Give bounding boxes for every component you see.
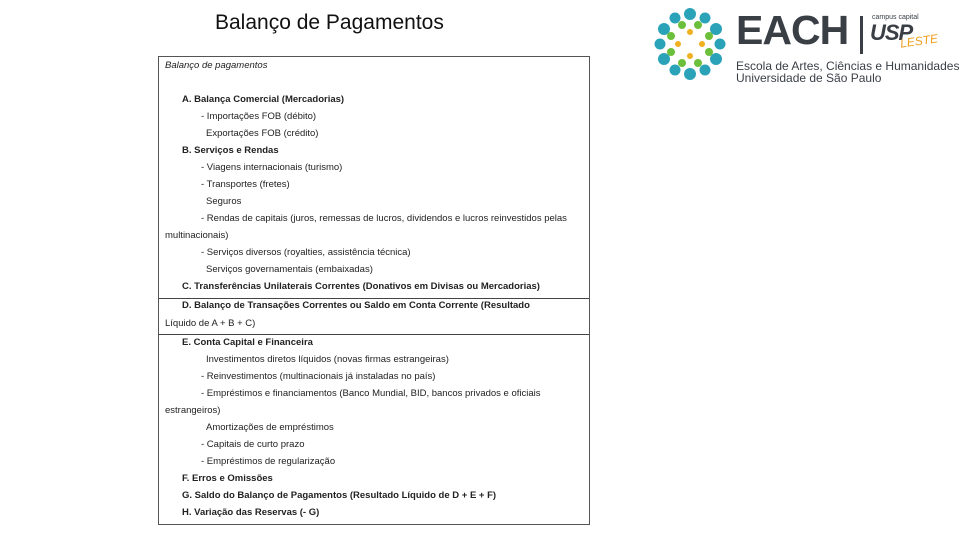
each-usp-logo bbox=[650, 4, 960, 85]
list-item-continuation: multinacionais) bbox=[165, 230, 229, 241]
section-b: B. Serviços e Rendas bbox=[182, 145, 279, 156]
list-item: Seguros bbox=[206, 196, 242, 207]
section-a: A. Balança Comercial (Mercadorias) bbox=[182, 94, 345, 105]
section-c: C. Transferências Unilaterais Correntes (Donativos em Divisas ou Mercadorias) bbox=[182, 281, 540, 292]
logo-each-text: EACH bbox=[736, 7, 849, 53]
logo-school-name: Escola de Artes, Ciências e Humanidades bbox=[736, 59, 960, 73]
list-item: - Reinvestimentos (multinacionais já instaladas no país) bbox=[201, 371, 436, 382]
section-divider bbox=[159, 298, 589, 299]
section-e: E. Conta Capital e Financeira bbox=[182, 337, 313, 348]
list-item: Amortizações de empréstimos bbox=[206, 422, 334, 433]
logo-university-name: Universidade de São Paulo bbox=[736, 71, 882, 85]
list-item: Exportações FOB (crédito) bbox=[206, 128, 319, 139]
list-item: - Serviços diversos (royalties, assistência técnica) bbox=[201, 247, 411, 258]
section-h: H. Variação das Reservas (- G) bbox=[182, 507, 320, 518]
list-item: - Transportes (fretes) bbox=[201, 179, 290, 190]
section-divider bbox=[159, 334, 589, 335]
section-d-continuation: Líquido de A + B + C) bbox=[165, 318, 256, 329]
list-item: - Empréstimos e financiamentos (Banco Mundial, BID, bancos privados e oficiais bbox=[201, 388, 541, 399]
list-item: - Importações FOB (débito) bbox=[201, 111, 317, 122]
section-f: F. Erros e Omissões bbox=[182, 473, 273, 484]
slide-title: Balanço de Pagamentos bbox=[215, 11, 444, 34]
section-g: G. Saldo do Balanço de Pagamentos (Resultado Líquido de D + E + F) bbox=[182, 490, 497, 501]
list-item: - Empréstimos de regularização bbox=[201, 456, 336, 467]
section-d: D. Balanço de Transações Correntes ou Saldo em Conta Corrente (Resultado bbox=[182, 300, 530, 311]
list-item: - Rendas de capitais (juros, remessas de lucros, dividendos e lucros reinvestidos pelas bbox=[201, 213, 567, 224]
document-heading: Balanço de pagamentos bbox=[165, 60, 268, 71]
list-item: - Capitais de curto prazo bbox=[201, 439, 305, 450]
list-item: Investimentos diretos líquidos (novas firmas estrangeiras) bbox=[206, 354, 449, 365]
logo-divider bbox=[860, 16, 863, 54]
logo-leste-text: LESTE bbox=[899, 31, 939, 51]
logo-campus-label: campus capital bbox=[872, 14, 919, 21]
list-item: Serviços governamentais (embaixadas) bbox=[206, 264, 373, 275]
logo-usp-text: USP bbox=[870, 20, 913, 45]
list-item: - Viagens internacionais (turismo) bbox=[201, 162, 343, 173]
balance-of-payments-document bbox=[158, 56, 590, 525]
each-logo-mark-icon bbox=[650, 4, 730, 84]
list-item-continuation: estrangeiros) bbox=[165, 405, 221, 416]
